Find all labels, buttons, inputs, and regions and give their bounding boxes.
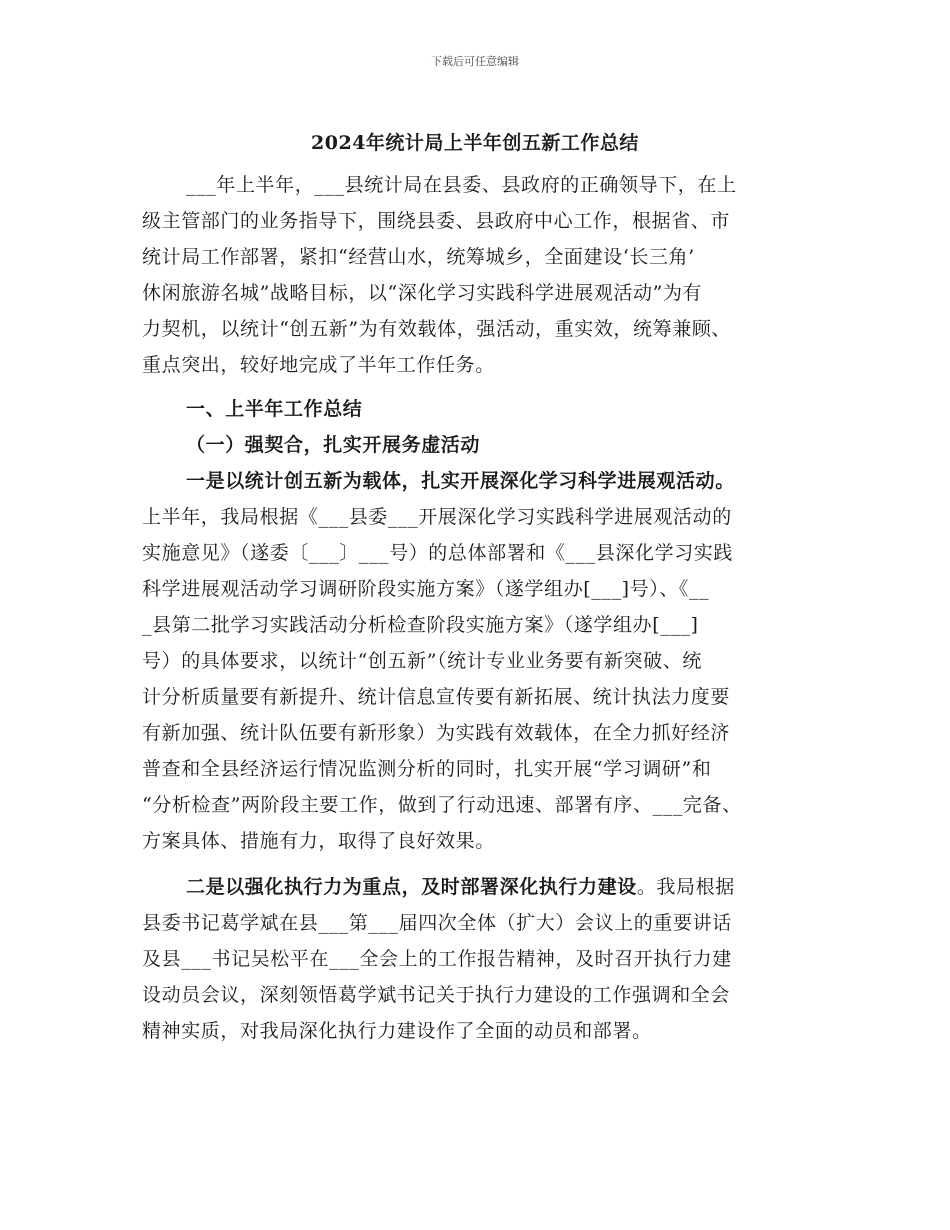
text-line: 上半年，我局根据《___县委___开展深化学习实践科学进展观活动的 — [142, 506, 732, 528]
text-line: 设动员会议，深刻领悟葛学斌书记关于执行力建设的工作强调和全会 — [142, 984, 731, 1006]
text-line: 一是以统计创五新为载体，扎实开展深化学习科学进展观活动。 — [186, 470, 735, 492]
text-line: 计分析质量要有新提升、统计信息宣传要有新拓展、统计执法力度要 — [142, 686, 731, 708]
page-header: 下载后可任意编辑 — [431, 55, 519, 68]
text-line: 实施意见》（遂委〔___〕___号）的总体部署和《___县深化学习实践 — [142, 542, 734, 564]
text-line: 及县___书记吴松平在___全会上的工作报告精神，及时召开执行力建 — [142, 948, 732, 970]
document-title: 2024年统计局上半年创五新工作总结 — [311, 132, 639, 154]
text-line: 号）的具体要求，以统计“创五新”（统计专业业务要有新突破、统 — [142, 650, 702, 672]
text-line: 科学进展观活动学习调研阶段实施方案》（遂学组办[___]号）、《__ — [142, 578, 710, 600]
text-line: 力契机，以统计“创五新”为有效载体，强活动，重实效，统筹兼顾、 — [142, 318, 732, 340]
text-line: 县委书记葛学斌在县___第___届四次全体（扩大）会议上的重要讲话 — [142, 912, 732, 934]
text-line: （一）强契合，扎实开展务虚活动 — [186, 434, 481, 456]
text-line: ___年上半年，___县统计局在县委、县政府的正确领导下，在上 — [186, 174, 737, 196]
text-line: 有新加强、统计队伍要有新形象）为实践有效载体，在全力抓好经济 — [142, 722, 731, 744]
line-text: 。我局根据 — [636, 876, 735, 898]
text-line: 级主管部门的业务指导下，围绕县委、县政府中心工作，根据省、市 — [142, 210, 731, 232]
text-line — [186, 878, 735, 897]
text-line: 休闲旅游名城”战略目标，以“深化学习实践科学进展观活动”为有 — [142, 282, 703, 304]
text-line: “分析检查”两阶段主要工作，做到了行动迅速、部署有序、___完备、 — [142, 794, 742, 816]
text-line: 重点突出，较好地完成了半年工作任务。 — [142, 354, 495, 376]
text-line: 精神实质，对我局深化执行力建设作了全面的动员和部署。 — [142, 1020, 652, 1042]
text-line: 统计局工作部署，紧扣“经营山水，统筹城乡，全面建设‘长三角’ — [142, 246, 695, 268]
bold-lead-text: 二是以强化执行力为重点，及时部署深化执行力建设 — [186, 876, 637, 898]
text-line: 方案具体、措施有力，取得了良好效果。 — [142, 830, 495, 852]
text-line: _县第二批学习实践活动分析检查阶段实施方案》（遂学组办[___] — [142, 614, 699, 636]
text-line: 一、上半年工作总结 — [186, 398, 363, 420]
text-line: 普查和全县经济运行情况监测分析的同时，扎实开展“学习调研”和 — [142, 758, 712, 780]
